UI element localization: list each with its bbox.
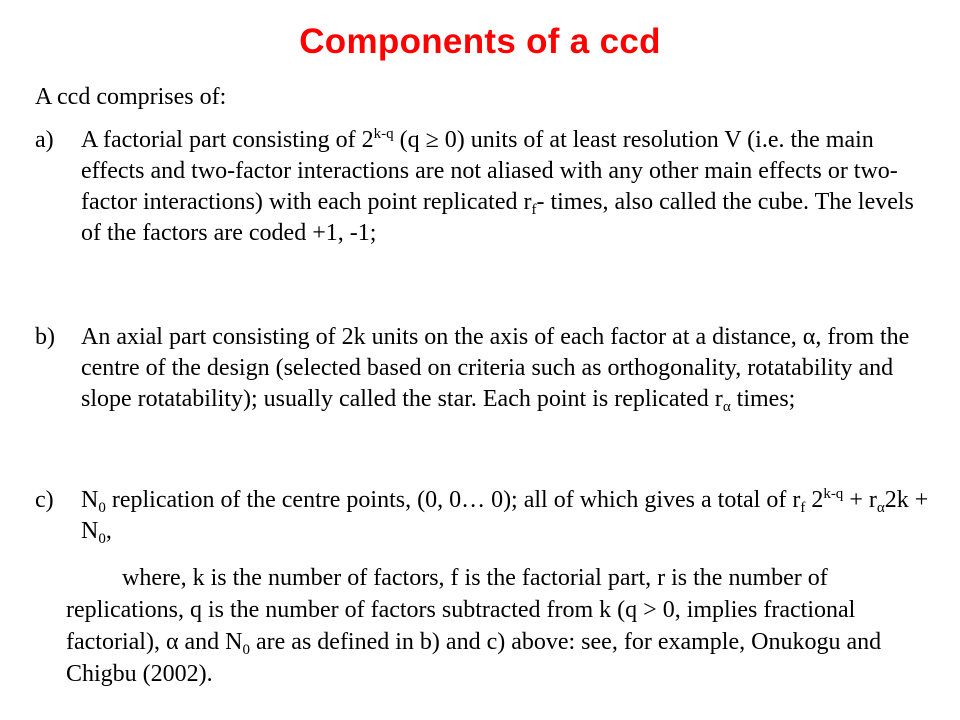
subscript: 0: [242, 642, 250, 658]
subscript: f: [800, 500, 806, 516]
text-run: where, k is the number of factors, f is the factorial part, r is the number of replications, q is the number of factors subtracted from k (q > 0, implies fractional factorial), α and N: [66, 565, 856, 655]
text-run: + r: [843, 487, 877, 513]
subscript: 0: [98, 500, 106, 516]
superscript: k-q: [373, 126, 394, 142]
list-marker-a: a): [35, 127, 54, 153]
list-item-b: [35, 322, 935, 415]
text-run: are as defined in b) and c) above: see, for example, Onukogu and Chigbu (2002).: [66, 629, 882, 687]
superscript: k-q: [823, 486, 844, 502]
text-run: ,: [105, 518, 112, 544]
list-marker-c: c): [35, 487, 54, 513]
intro-text: A ccd comprises of:: [35, 84, 227, 110]
text-run: times;: [730, 386, 796, 412]
text-run: 2k + N: [81, 487, 929, 544]
list-text-c: [81, 485, 935, 547]
text-run: An axial part consisting of 2k units on the axis of each factor at a distance, α, from the centre of the design (selected based on criteria such as orthogonality, rotatability and slope rotatability); usually called the star. Each point is replicated r: [81, 324, 910, 412]
list-item-c: [35, 485, 935, 547]
text-run: N: [81, 487, 99, 513]
list-marker-b: b): [35, 324, 55, 350]
slide-title: Components of a ccd: [299, 22, 661, 61]
text-run: A factorial part consisting of 2: [81, 127, 374, 153]
subscript: α: [876, 500, 885, 516]
list-text-b: [81, 322, 935, 415]
text-run: replication of the centre points, (0, 0… 0); all of which gives a total of r: [105, 487, 801, 513]
text-run: (q ≥ 0) units of at least resolution V (i.e. the main effects and two-factor interactions are not aliased with any other main effects or two-factor interactions) with each point replicated r: [81, 127, 898, 215]
subscript: α: [722, 399, 731, 415]
where-paragraph: [66, 562, 936, 690]
list-item-a: [35, 125, 935, 249]
text-run: - times, also called the cube. The levels of the factors are coded +1, -1;: [81, 189, 914, 246]
list-text-a: [81, 125, 935, 249]
subscript: f: [531, 202, 537, 218]
text-run: 2: [805, 487, 824, 513]
subscript: 0: [98, 531, 106, 547]
